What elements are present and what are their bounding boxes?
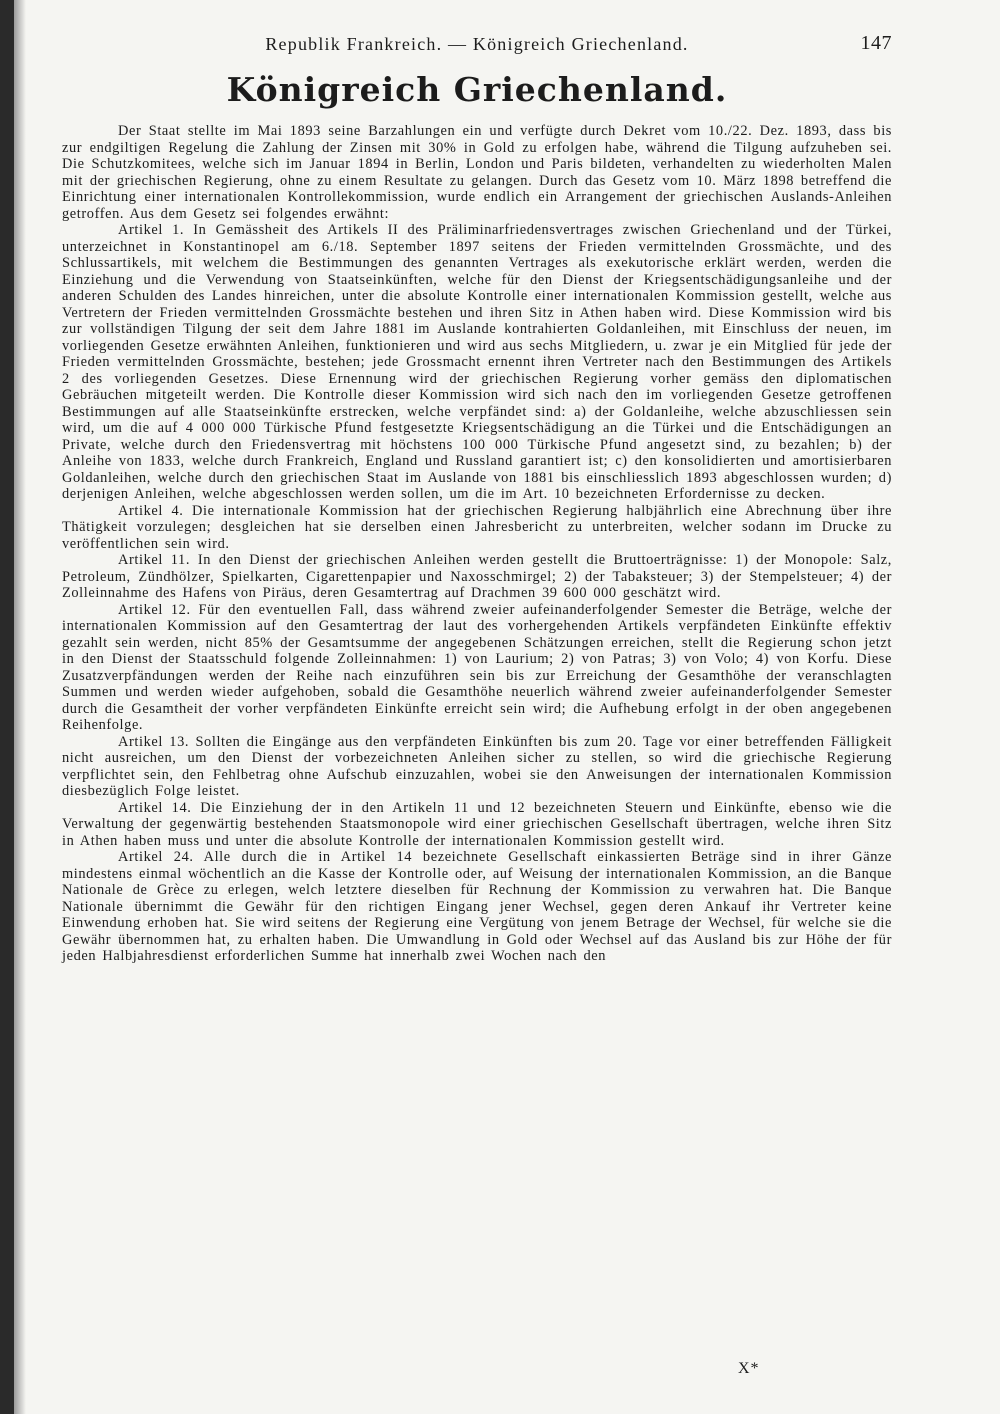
paragraph-artikel-1: Artikel 1. In Gemässheit des Artikels II des Präliminarfriedensvertrages zwischen Griechenland und der Türkei, unterzeichnet in Konstantinopel am 6./18. September 1897 seitens der Frieden vermittelnden Grossmächte, und des Schlussartikels, mit welchem die Bestimmungen des genannten Vertrages als exekutorische erklärt werden, werden die Einziehung und die Verwendung von Staatseinkünften, welche für den Dienst der Kriegsentschädigungsanleihe und der anderen Schulden des Landes hinreichen, unter die absolute Kontrolle einer internationalen Kommission gestellt, welche aus Vertretern der Frieden vermittelnden Grossmächte bestehen und ihren Sitz in Athen haben wird. Diese Kommission wird bis zur vollständigen Tilgung der seit dem Jahre 1881 im Auslande kontrahierten Goldanleihen, mit Einschluss der neuen, im vorliegenden Gesetze erwähnten Anleihen, funktionieren und wird aus sechs Mitgliedern, u. zwar je ein Mitglied für jede der Frieden vermittelnden Grossmächte, bestehen; jede Grossmacht ernennt ihren Vertreter nach den Bestimmungen des Artikels 2 des vorliegenden Gesetzes. Diese Ernennung wird der griechischen Regierung vorher gemäss den diplomatischen Gebräuchen mitgeteilt werden. Die Kontrolle dieser Kommission wird sich nach den im vorliegenden Gesetze getroffenen Bestimmungen auf alle Staatseinkünfte erstrecken, welche verpfändet sind: a) der Goldanleihe, welche abzuschliessen sein wird, um die auf 4 000 000 Türkische Pfund festgesetzte Kriegsentschädigung an die Türkei und die Entschädigungen an Private, welche durch den Friedensvertrag mit höchstens 100 000 Türkische Pfund angesetzt sind, zu bezahlen; b) der Anleihe von 1833, welche durch Frankreich, England und Russland garantiert ist; c) den konsolidierten und amortisierbaren Goldanleihen, welche durch den griechischen Staat im Auslande von 1881 bis einschliesslich 1893 abgeschlossen wurden; d) derjenigen Anleihen, welche abgeschlossen werden sollen, um die im Art. 10 bezeichneten Erfordernisse zu decken. — [62, 222, 892, 502]
binding-edge — [0, 0, 14, 1414]
page — [62, 28, 892, 965]
paragraph-intro: Der Staat stellte im Mai 1893 seine Barzahlungen ein und verfügte durch Dekret vom 10./22. Dez. 1893, dass bis zur endgiltigen Regelung die Zahlung der Zinsen mit 30% in Gold zu erfolgen habe, während die Tilgung aufzuheben sei. Die Schutzkomitees, welche sich im Januar 1894 in Berlin, London und Paris bildeten, verhandelten zu wiederholten Malen mit der griechischen Regierung, ohne zu einem Resultate zu gelangen. Durch das Gesetz vom 10. März 1898 betreffend die Einrichtung einer internationalen Kontrollekommission, wurde endlich ein Arrangement der griechischen Auslands-Anleihen getroffen. Aus dem Gesetz sei folgendes erwähnt: — [62, 123, 892, 222]
page-number: 147 — [860, 32, 892, 54]
signature-mark: X* — [738, 1360, 760, 1377]
body-text — [62, 123, 892, 965]
paragraph-artikel-12: Artikel 12. Für den eventuellen Fall, dass während zweier aufeinanderfolgender Semester die Beträge, welche der internationalen Kommission auf den Gesamtertrag der laut des vorhergehenden Artikels verpfändeten Einkünfte effektiv gezahlt sein werden, nicht 85% der Gesamtsumme der angegebenen Schätzungen erreichen, stellt die Regierung schon jetzt in den Dienst der Staatsschuld folgende Zolleinnahmen: 1) von Laurium; 2) von Patras; 3) von Volo; 4) von Korfu. Diese Zusatzverpfändungen werden der Reihe nach einzuführen sein bis zur Erreichung der Gesamthöhe der veranschlagten Summen und werden wieder aufgehoben, sobald die Gesamthöhe neuerlich während zweier aufeinanderfolgender Semester durch die Gesamtheit der vorher verpfändeten Einkünfte erreicht sein wird; die Aufhebung erfolgt in der oben angegebenen Reihenfolge. — [62, 601, 892, 733]
paragraph-artikel-24: Artikel 24. Alle durch die in Artikel 14 bezeichnete Gesellschaft einkassierten Beträge sind in ihrer Gänze mindestens einmal wöchentlich an die Kasse der Kontrolle oder, auf Weisung der internationalen Kommission, an die Banque Nationale de Grèce zu erlegen, welch letztere dieselben für Rechnung der Kommission zu verwahren hat. Die Banque Nationale übernimmt die Gewähr für den richtigen Eingang jener Wechsel, gegen deren Ankauf ihr Vertreter keine Einwendung erhoben hat. Sie wird seitens der Regierung eine Vergütung von jenem Betrage der Wechsel, für welche sie die Gewähr übernommen hat, zu erhalten haben. Die Umwandlung in Gold oder Wechsel auf das Ausland bis zur Höhe der für jeden Halbjahresdienst erforderlichen Summe hat innerhalb zwei Wochen nach den — [62, 849, 892, 964]
paragraph-artikel-4: Artikel 4. Die internationale Kommission hat der griechischen Regierung halbjährlich eine Abrechnung über ihre Thätigkeit vorzulegen; desgleichen hat sie derselben einen Jahresbericht zu unterbreiten, welcher sodann im Drucke zu veröffentlichen sein wird. — [62, 502, 892, 552]
paragraph-artikel-14: Artikel 14. Die Einziehung der in den Artikeln 11 und 12 bezeichneten Steuern und Einkünfte, ebenso wie die Verwaltung der gegenwärtig bestehenden Staatsmonopole wird einer griechischen Gesellschaft übertragen, welche ihren Sitz in Athen haben muss und unter die absolute Kontrolle der internationalen Kommission gestellt wird. — [62, 799, 892, 849]
paragraph-artikel-13: Artikel 13. Sollten die Eingänge aus den verpfändeten Einkünften bis zum 20. Tage vor einer betreffenden Fälligkeit nicht ausreichen, um den Dienst der vorbezeichneten Anleihen sicher zu stellen, so wird die griechische Regierung verpflichtet sein, den Fehlbetrag ohne Aufschub einzuzahlen, wobei sie den Anweisungen der internationalen Kommission diesbezüglich Folge leistet. — [62, 733, 892, 799]
paragraph-artikel-11: Artikel 11. In den Dienst der griechischen Anleihen werden gestellt die Bruttoerträgnisse: 1) der Monopole: Salz, Petroleum, Zündhölzer, Spielkarten, Cigarettenpapier und Naxosschmirgel; 2) der Tabaksteuer; 3) der Stempelsteuer; 4) der Zolleinnahme des Hafens von Piräus, deren Gesamtertrag auf Drachmen 39 600 000 geschätzt wird. — [62, 552, 892, 601]
running-head — [62, 28, 892, 58]
page-title: Königreich Griechenland. — [226, 70, 728, 109]
binding-shadow — [14, 0, 26, 1414]
running-title: Republik Frankreich. — Königreich Griechenland. — [265, 34, 689, 54]
